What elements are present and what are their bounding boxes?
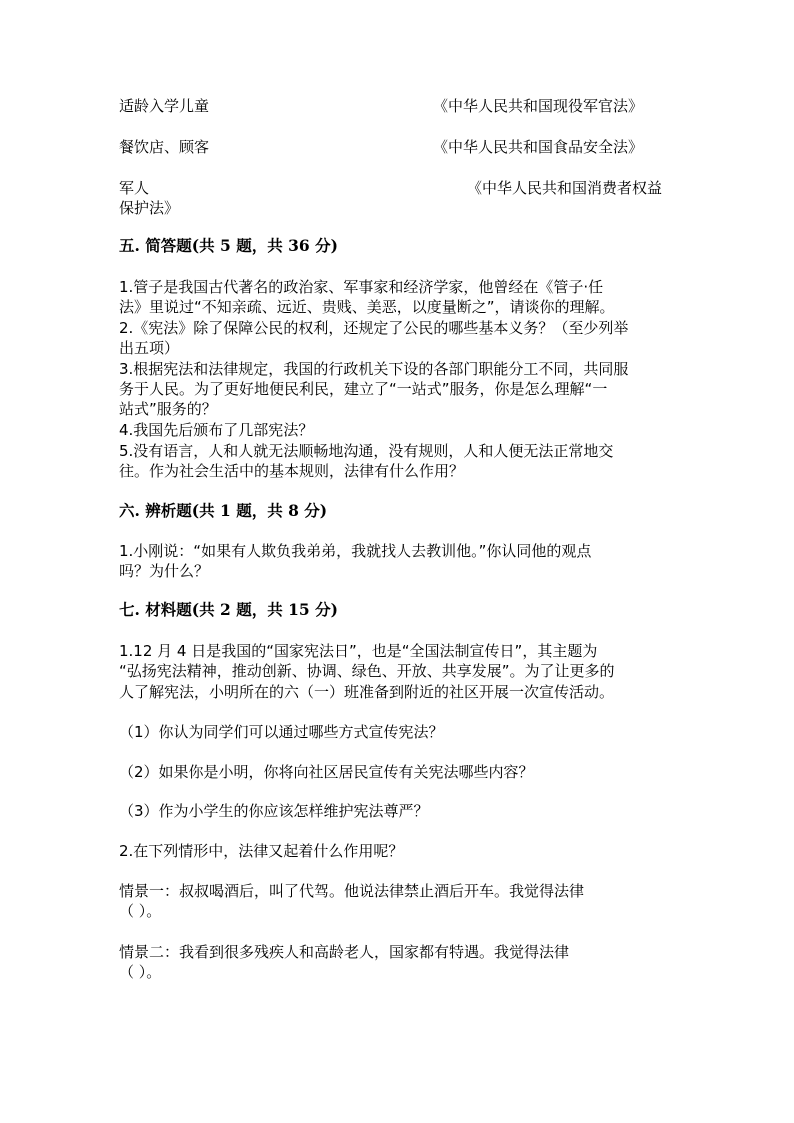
s7-question-2: 2.在下列情形中，法律又起着什么作用呢？ (119, 842, 404, 860)
section-6-heading: 六. 辨析题(共 1 题，共 8 分) (119, 501, 328, 520)
s7-sub-question-2: （2）如果你是小明，你将向社区居民宣传有关宪法哪些内容？ (119, 763, 534, 781)
scene-2-line: 情景二：我看到很多残疾人和高龄老人，国家都有特遇。我觉得法律 (119, 943, 570, 961)
s5-line: 2.《宪法》除了保障公民的权利，还规定了公民的哪些基本义务？（至少列举 (119, 319, 629, 337)
scene-1-line: 情景一：叔叔喝酒后，叫了代驾。他说法律禁止酒后开车。我觉得法律 (119, 882, 585, 900)
s7-intro-line: 1.12 月 4 日是我国的“国家宪法日”，也是“全国法制宣传日”，其主题为 (119, 642, 598, 660)
s5-line: 5.没有语言，人和人就无法顺畅地沟通，没有规则，人和人便无法正常地交 (119, 442, 614, 460)
s7-intro-line: 人了解宪法，小明所在的六（一）班准备到附近的社区开展一次宣传活动。 (119, 683, 615, 701)
match-right-3-continuation: 保护法》 (119, 199, 180, 217)
scene-1-blank: （ ）。 (119, 902, 162, 920)
match-right-3: 《中华人民共和国消费者权益 (467, 179, 663, 197)
section-5-heading: 五. 简答题(共 5 题，共 36 分) (119, 236, 338, 255)
s7-sub-question-1: （1）你认为同学们可以通过哪些方式宣传宪法？ (119, 723, 444, 741)
s5-line: 务于人民。为了更好地便民利民，建立了“一站式”服务，你是怎么理解“一 (119, 380, 608, 398)
s7-sub-question-3: （3）作为小学生的你应该怎样维护宪法尊严？ (119, 802, 429, 820)
s6-line: 1.小刚说：“如果有人欺负我弟弟，我就找人去教训他。”你认同他的观点 (119, 542, 592, 560)
match-right-2: 《中华人民共和国食品安全法》 (433, 138, 644, 156)
s5-line: 1.管子是我国古代著名的政治家、军事家和经济学家，他曾经在《管子·任 (119, 278, 604, 296)
match-left-1: 适龄入学儿童 (119, 97, 210, 115)
match-left-2: 餐饮店、顾客 (119, 138, 210, 156)
section-7-heading: 七. 材料题(共 2 题，共 15 分) (119, 600, 338, 619)
match-left-3: 军人 (119, 179, 150, 197)
s5-line: 4.我国先后颁布了几部宪法？ (119, 421, 314, 439)
s5-line: 站式”服务的？ (119, 400, 217, 418)
s5-line: 3.根据宪法和法律规定，我国的行政机关下设的各部门职能分工不同，共同服 (119, 360, 629, 378)
s5-line: 往。作为社会生活中的基本规则，法律有什么作用？ (119, 462, 465, 480)
s5-line: 出五项） (119, 339, 180, 357)
s5-line: 法》里说过“不知亲疏、远近、贵贱、美恶，以度量断之”，请谈你的理解。 (119, 298, 615, 316)
s6-line: 吗？为什么？ (119, 562, 210, 580)
match-right-1: 《中华人民共和国现役军官法》 (433, 97, 644, 115)
scene-2-blank: （ ）。 (119, 963, 162, 981)
s7-intro-line: “弘扬宪法精神，推动创新、协调、绿色、开放、共享发展”。为了让更多的 (119, 662, 615, 680)
